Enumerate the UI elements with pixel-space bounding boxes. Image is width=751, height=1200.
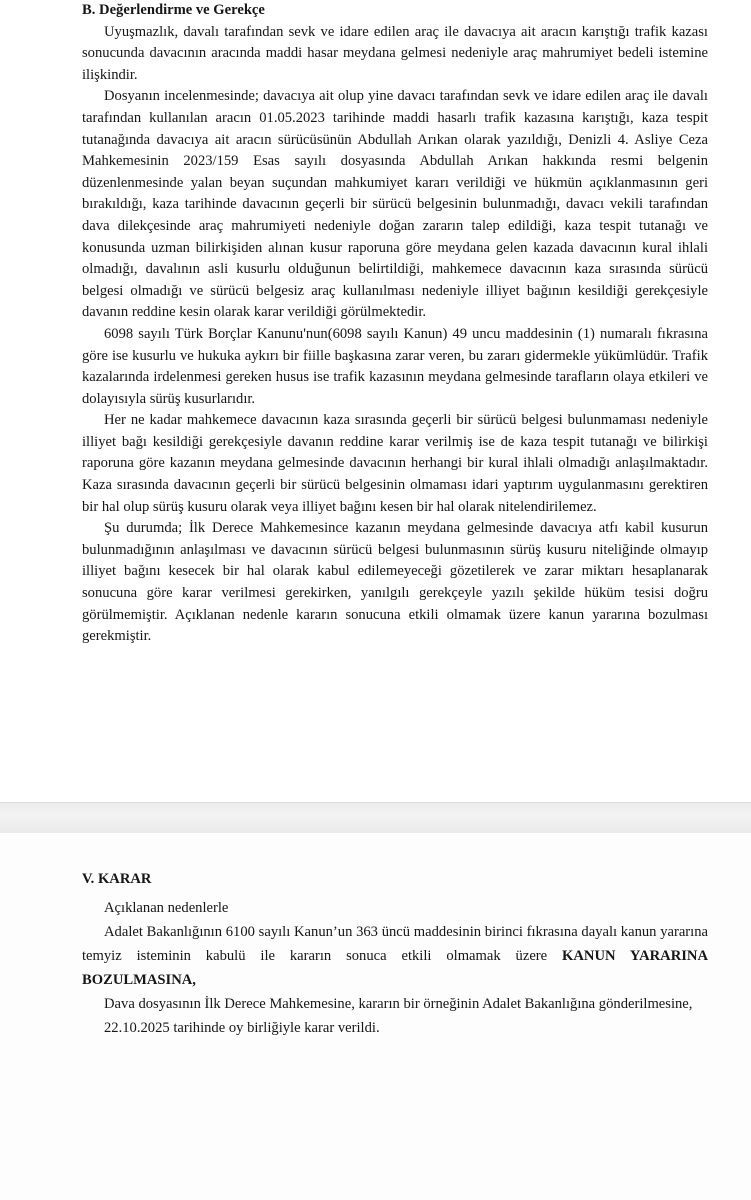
section-b-heading: B. Değerlendirme ve Gerekçe — [82, 2, 265, 18]
paragraph-law-6098: 6098 sayılı Türk Borçlar Kanunu'nun(6098 sayılı Kanun) 49 uncu maddesinin (1) numaralı fıkrasına göre ise kusurlu ve hukuka aykırı bir fiille başkasına zarar veren, bu zararı gidermekle yükümlüdür. Trafik kazalarında irdelenmesi gereken husus ise trafik kazasının meydana gelmesinde tarafların olaya etkileri ve dolayısıyla sürüş kusurlarıdır. — [82, 325, 708, 407]
dispatch-paragraph: Dava dosyasının İlk Derece Mahkemesine, kararın bir örneğinin Adalet Bakanlığına gönderilmesine, — [104, 995, 693, 1012]
decision-date: 22.10.2025 tarihinde oy birliğiyle karar verildi. — [104, 1019, 380, 1036]
document-page-lower — [0, 833, 751, 1200]
decision-verdict: KANUN YARARINA BOZULMASINA, — [82, 947, 708, 988]
page-separator — [0, 802, 751, 834]
paragraph-dispute: Uyuşmazlık, davalı tarafından sevk ve idare edilen araç ile davacıya ait aracın karıştığı trafik kazası sonucunda davacının aracında maddi hasar meydana gelmesi nedeniyle araç mahrumiyet bedeli istemine ilişkindir. — [82, 23, 708, 83]
section-b — [82, 0, 708, 648]
decision-paragraph — [82, 920, 708, 992]
decision-intro: Açıklanan nedenlerle — [104, 899, 229, 916]
section-v — [82, 869, 708, 1040]
paragraph-conclusion: Şu durumda; İlk Derece Mahkemesince kazanın meydana gelmesinde davacıya atfı kabil kusurun bulunmadığının anlaşılması ve davacının sürücü belgesi bulunmasının sürüş kusuru niteliğinde olmayıp illiyet bağını kesecek bir hal olarak kabul edilemeyeceği gözetilerek ve zarar miktarı hesaplanarak sonucuna göre karar verilmesi gerekirken, yanılgılı gerekçeyle yazılı şekilde hüküm tesisi doğru görülmemiştir. Açıklanan nedenle kararın sonucuna etkili olmamak üzere kanun yararına bozulması gerekmiştir. — [82, 520, 708, 645]
paragraph-assessment: Her ne kadar mahkemece davacının kaza sırasında geçerli bir sürücü belgesi bulunmaması nedeniyle illiyet bağı kesildiği gerekçesiyle davanın reddine karar verilmiş ise de kaza tespit tutanağı ve bilirkişi raporuna göre kazanın meydana gelmesinde davacının herhangi bir kural ihlali olmadığı anlaşılmaktadır. Kaza sırasında davacının geçerli bir sürücü belgesinin olmaması idari yaptırım uygulanmasını gerektiren bir hal olup sürüş kusuru olarak veya illiyet bağını kesen bir hal olarak nitelendirilemez. — [82, 412, 708, 515]
decision-text: Adalet Bakanlığının 6100 sayılı Kanun’un 363 üncü maddesinin birinci fıkrasına dayalı kanun yararına temyiz isteminin kabulü ile kararın sonuca etkili olmamak üzere — [82, 923, 708, 964]
section-v-heading: V. KARAR — [82, 871, 152, 887]
paragraph-file-examination: Dosyanın incelenmesinde; davacıya ait olup yine davacı tarafından sevk ve idare edilen araç ile davalı tarafından kullanılan aracın 01.05.2023 tarihinde maddi hasarlı trafik kazasına karıştığı, kaza tespit tutanağında davacıya ait aracın sürücüsünün Abdullah Arıkan olarak yazıldığı, Denizli 4. Asliye Ceza Mahkemesinin 2023/159 Esas sayılı dosyasında Abdullah Arıkan hakkında resmi belgenin düzenlenmesinde yalan beyan suçundan mahkumiyet kararı verildiği ve hükmün açıklanmasının geri bırakıldığı, kaza tarihinde davacının geçerli bir sürücü belgesinin bulunmadığı, davacı vekili tarafından dava dilekçesinde araç mahrumiyeti nedeniyle doğan zararın talep edildiği, kaza tespit tutanağı ve konusunda uzman bilirkişiden alınan kusur raporuna göre meydana gelen kazada davacının kural ihlali olmadığı, davalının asli kusurlu olduğunun belirtildiği, mahkemece davacının kaza sırasında sürücü belgesi olmadığı ve sürücü belgesiz araç kullanılması nedeniyle illiyet bağının kesildiği gerekçesiyle davanın reddine kesin olarak karar verildiği görülmektedir. — [82, 88, 708, 321]
